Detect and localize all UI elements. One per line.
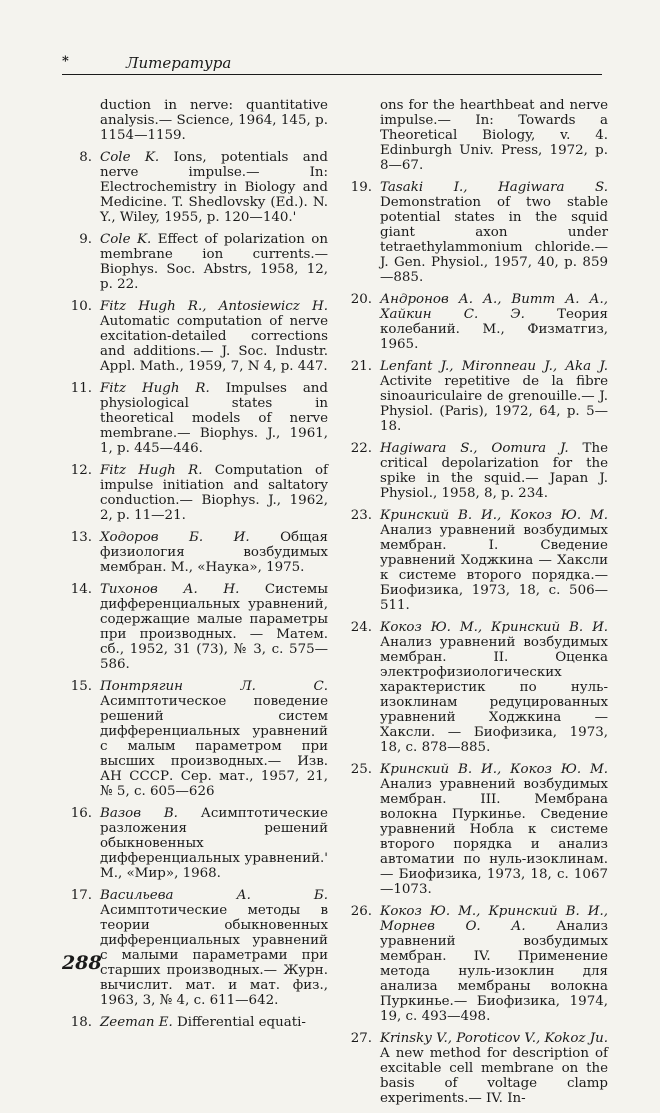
reference-entry (64, 232, 328, 292)
reference-author: Кокоз Ю. М., Кринский В. И., Морнев О. А. (380, 904, 608, 934)
reference-author: Fitz Hugh R. (100, 463, 203, 478)
reference-number: 13. (70, 530, 92, 545)
reference-number: 26. (350, 904, 372, 919)
reference-entry (64, 888, 328, 1008)
reference-number: 10. (70, 299, 92, 314)
reference-author: Тихонов А. Н. (100, 582, 240, 597)
reference-text: Асимптотические разложения решений обыкновенных дифференциальных уравнений.' М., «Мир», 1968. (100, 806, 328, 881)
reference-author: Cole K. (100, 232, 152, 247)
reference-entry (64, 463, 328, 523)
reference-entry (344, 620, 608, 755)
reference-number: 17. (70, 888, 92, 903)
reference-author: Андронов А. А., Витт А. А., Хайкин С. Э. (380, 292, 608, 322)
reference-number: 8. (79, 150, 92, 165)
reference-number: 9. (79, 232, 92, 247)
header-marker: * (62, 54, 69, 69)
reference-text: Activite repetitive de la fibre sinoauriculaire de grenouille.— J. Physiol. (Paris), 1972, 64, p. 5—18. (380, 374, 608, 434)
reference-author: Krinsky V., Poroticov V., Kokoz Ju. (380, 1031, 608, 1046)
reference-author: Lenfant J., Mironneau J., Aka J. (380, 359, 608, 374)
reference-entry (344, 292, 608, 352)
right-continuation: ons for the hearthbeat and nerve impulse.— In: Towards a Theoretical Biology, v. 4. Edinburgh Univ. Press, 1972, p. 8—67. (380, 98, 608, 173)
reference-author: Cole K. (100, 150, 160, 165)
reference-text: Impulses and physiological states in theoretical models of nerve membrane.— Biophys. J., 1961, 1, p. 445—446. (100, 381, 329, 456)
reference-number: 21. (350, 359, 372, 374)
reference-entry (344, 180, 608, 285)
left-entries (64, 150, 328, 1030)
reference-author: Кокоз Ю. М., Кринский В. И. (380, 620, 608, 635)
reference-entry (344, 762, 608, 897)
reference-entry (64, 530, 328, 575)
header-title: Литература (126, 54, 232, 72)
reference-entry (64, 806, 328, 881)
reference-text: Computation of impulse initiation and saltatory conduction.— Biophys. J., 1962, 2, p. 11—21. (100, 463, 328, 523)
reference-entry (344, 1031, 608, 1106)
running-header (62, 54, 602, 78)
reference-author: Кринский В. И., Кокоз Ю. М. (380, 762, 608, 777)
reference-text: Анализ уравнений возбудимых мембран. III. Мембрана волокна Пуркинье. Сведение уравнений Нобла к системе второго порядка и анализ автоматии по нуль-изоклинам.— Биофизика, 1973, 18, с. 1067—1073. (380, 777, 608, 897)
reference-entry (344, 441, 608, 501)
reference-number: 19. (350, 180, 372, 195)
reference-entry (344, 904, 608, 1024)
reference-text: Общая физиология возбудимых мембран. М., «Наука», 1975. (100, 530, 328, 575)
reference-number: 27. (350, 1031, 372, 1046)
reference-text: Анализ уравнений возбудимых мембран. IV. Применение метода нуль-изоклин для анализа мембраны волокна Пуркинье.— Биофизика, 1974, 19, с. 493—498. (380, 919, 608, 1024)
reference-author: Вазов В. (100, 806, 178, 821)
reference-text: Ions, potentials and nerve impulse.— In: Electrochemistry in Biology and Medicine. T. Shedlovsky (Ed.). N. Y., Wiley, 1955, p. 120—140.' (100, 150, 328, 225)
reference-text: The critical depolarization for the spike in the squid.— Japan J. Physiol., 1958, 8, p. 234. (380, 441, 608, 501)
reference-entry (64, 381, 328, 456)
right-entries (344, 180, 608, 1106)
right-column (344, 98, 608, 1113)
reference-number: 14. (70, 582, 92, 597)
reference-text: Системы дифференциальных уравнений, содержащие малые параметры при производных. — Матем. сб., 1952, 31 (73), № 3, с. 575—586. (100, 582, 328, 672)
reference-entry (344, 508, 608, 613)
reference-author: Zeeman E. (100, 1015, 173, 1030)
reference-author: Hagiwara S., Oomura J. (380, 441, 569, 456)
reference-text: Теория колебаний. М., Физматгиз, 1965. (380, 307, 608, 352)
reference-number: 22. (350, 441, 372, 456)
reference-author: Васильева А. Б. (100, 888, 328, 903)
reference-entry (64, 299, 328, 374)
reference-author: Ходоров Б. И. (100, 530, 250, 545)
reference-entry (64, 150, 328, 225)
reference-number: 23. (350, 508, 372, 523)
header-rule (62, 74, 602, 75)
reference-text: Анализ уравнений возбудимых мембран. II. Оценка электрофизиологических характеристик по нуль-изоклинам редуцированных уравнений Ходжкина — Хаксли. — Биофизика, 1973, 18, с. 878—885. (380, 635, 608, 755)
left-column (64, 98, 328, 1037)
reference-entry (64, 1015, 328, 1030)
reference-text: Асимптотические методы в теории обыкновенных дифференциальных уравнений с малыми параметрами при старших производных.— Журн. вычислит. мат. и мат. физ., 1963, 3, № 4, с. 611—642. (100, 903, 328, 1008)
reference-text: A new method for description of excitable cell membrane on the basis of voltage clamp experiments.— IV. In- (380, 1046, 608, 1106)
reference-text: Automatic computation of nerve excitation-detailed corrections and additions.— J. Soc. Industr. Appl. Math., 1959, 7, N 4, p. 447. (100, 314, 328, 374)
reference-number: 25. (350, 762, 372, 777)
reference-author: Понтрягин Л. С. (100, 679, 328, 694)
reference-text: Demonstration of two stable potential states in the squid giant axon under tetraethylammonium chloride.— J. Gen. Physiol., 1957, 40, p. 859—885. (380, 195, 608, 285)
reference-entry (64, 679, 328, 799)
page-number: 288 (62, 952, 102, 974)
reference-text: Differential equati- (177, 1015, 306, 1030)
reference-number: 24. (350, 620, 372, 635)
reference-number: 18. (70, 1015, 92, 1030)
reference-text: Effect of polarization on membrane ion currents.— Biophys. Soc. Abstrs, 1958, 12, p. 22. (100, 232, 328, 292)
left-continuation: duction in nerve: quantitative analysis.— Science, 1964, 145, p. 1154—1159. (100, 98, 328, 143)
reference-author: Fitz Hugh R., Antosiewicz H. (100, 299, 328, 314)
reference-number: 20. (350, 292, 372, 307)
reference-entry (344, 359, 608, 434)
reference-text: Анализ уравнений возбудимых мембран. I. Сведение уравнений Ходжкина — Хаксли к системе второго порядка.— Биофизика, 1973, 18, с. 506—511. (380, 523, 608, 613)
reference-author: Tasaki I., Hagiwara S. (380, 180, 608, 195)
reference-author: Кринский В. И., Кокоз Ю. М. (380, 508, 608, 523)
reference-text: Асимптотическое поведение решений систем дифференциальных уравнений с малым параметром при высших производных.— Изв. АН СССР. Сер. мат., 1957, 21, № 5, с. 605—626 (100, 694, 328, 799)
reference-author: Fitz Hugh R. (100, 381, 210, 396)
reference-number: 11. (70, 381, 92, 396)
reference-number: 15. (70, 679, 92, 694)
reference-entry (64, 582, 328, 672)
reference-number: 12. (70, 463, 92, 478)
reference-number: 16. (70, 806, 92, 821)
